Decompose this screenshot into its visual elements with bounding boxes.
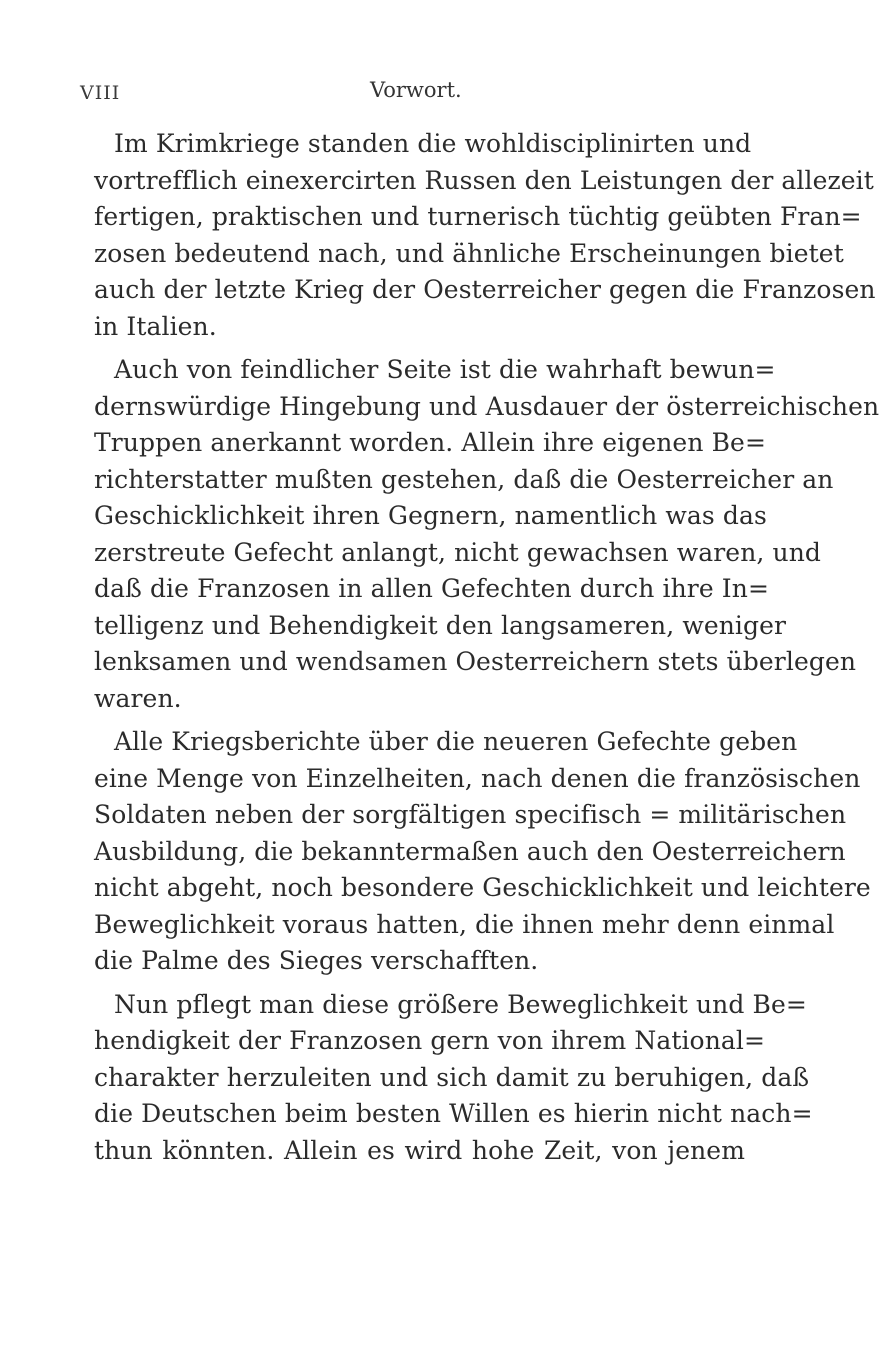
running-head bbox=[80, 78, 740, 108]
text-line: vortrefflich einexercirten Russen den Leistungen der allezeit bbox=[94, 165, 874, 195]
text-line: die Deutschen beim besten Willen es hierin nicht nach= bbox=[94, 1099, 813, 1128]
text-line: dernswürdige Hingebung und Ausdauer der österreichischen bbox=[94, 391, 879, 421]
text-line: auch der letzte Krieg der Oesterreicher gegen die Franzosen bbox=[94, 275, 876, 304]
page-number: VIII bbox=[80, 82, 121, 104]
text-line: Nun pflegt man diese größere Beweglichkeit und Be= bbox=[114, 989, 807, 1019]
paragraph-4 bbox=[94, 987, 813, 1170]
text-line: in Italien. bbox=[94, 311, 217, 341]
text-line: Beweglichkeit voraus hatten, die ihnen mehr denn einmal bbox=[94, 909, 835, 939]
paragraph-3 bbox=[94, 724, 871, 980]
running-title: Vorwort. bbox=[370, 78, 462, 102]
body-text bbox=[94, 126, 879, 1176]
text-line: eine Menge von Einzelheiten, nach denen die französischen bbox=[94, 763, 861, 793]
paragraph-2 bbox=[94, 352, 879, 717]
text-line: nicht abgeht, noch besondere Geschicklichkeit und leichtere bbox=[94, 873, 871, 902]
text-line: Ausbildung, die bekanntermaßen auch den Oesterreichern bbox=[94, 836, 846, 866]
text-line: Soldaten neben der sorgfältigen specifisch = militärischen bbox=[94, 800, 847, 829]
text-line: telligenz und Behendigkeit den langsameren, weniger bbox=[94, 610, 787, 640]
text-line: Truppen anerkannt worden. Allein ihre eigenen Be= bbox=[94, 428, 766, 457]
text-line: Auch von feindlicher Seite ist die wahrhaft bewun= bbox=[114, 355, 776, 384]
text-line: hendigkeit der Franzosen gern von ihrem National= bbox=[94, 1026, 766, 1055]
text-line: thun könnten. Allein es wird hohe Zeit, von jenem bbox=[94, 1135, 745, 1165]
text-line: Alle Kriegsberichte über die neueren Gefechte geben bbox=[114, 727, 798, 756]
text-line: fertigen, praktischen und turnerisch tüchtig geübten Fran= bbox=[94, 202, 862, 231]
text-line: Geschicklichkeit ihren Gegnern, namentlich was das bbox=[94, 501, 767, 530]
text-line: zosen bedeutend nach, und ähnliche Erscheinungen bietet bbox=[94, 238, 844, 268]
text-line: die Palme des Sieges verschafften. bbox=[94, 946, 539, 975]
text-line: richterstatter mußten gestehen, daß die Oesterreicher an bbox=[94, 464, 834, 494]
text-line: lenksamen und wendsamen Oesterreichern stets überlegen bbox=[94, 647, 857, 676]
text-line: Im Krimkriege standen die wohldisciplinirten und bbox=[114, 129, 752, 158]
text-line: charakter herzuleiten und sich damit zu beruhigen, daß bbox=[94, 1062, 810, 1092]
text-line: zerstreute Gefecht anlangt, nicht gewachsen waren, und bbox=[94, 537, 822, 567]
paragraph-1 bbox=[94, 126, 876, 345]
text-line: daß die Franzosen in allen Gefechten durch ihre In= bbox=[94, 574, 769, 603]
text-line: waren. bbox=[94, 683, 182, 713]
